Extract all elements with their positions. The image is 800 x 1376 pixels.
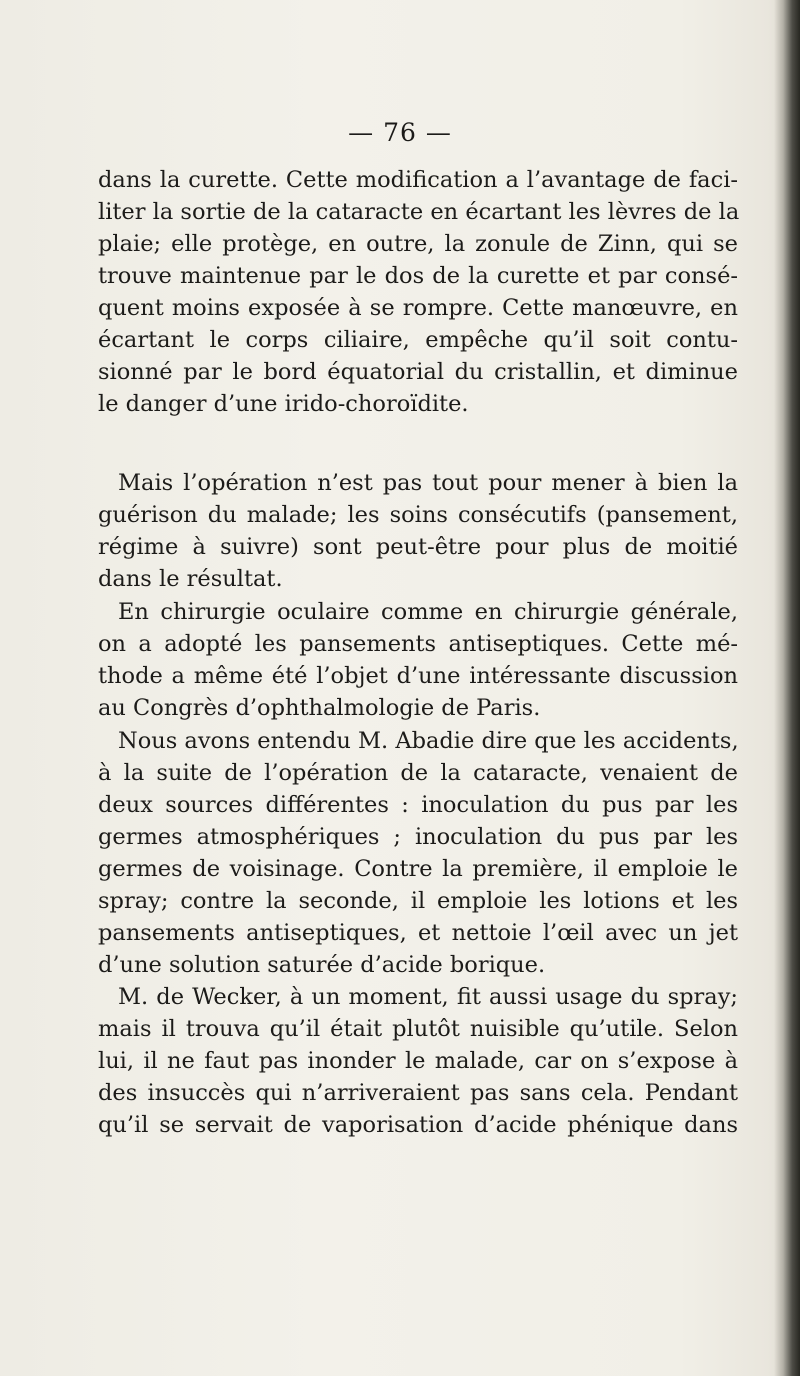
- text-line: plaie; elle protège, en outre, la zonule de Zinn, qui se: [98, 231, 738, 257]
- paragraph-start: M. de Wecker, à un moment, fit aussi usage du spray;: [118, 984, 738, 1010]
- text-line: d’une solution saturée d’acide borique.: [98, 952, 546, 978]
- text-line: liter la sortie de la cataracte en écartant les lèvres de la: [98, 199, 740, 225]
- text-line: lui, il ne faut pas inonder le malade, car on s’expose à: [98, 1048, 738, 1074]
- text-line: guérison du malade; les soins consécutifs (pansement,: [98, 502, 738, 528]
- text-line: germes atmosphériques ; inoculation du pus par les: [98, 824, 738, 850]
- text-line: au Congrès d’ophthalmologie de Paris.: [98, 695, 541, 721]
- text-line: spray; contre la seconde, il emploie les lotions et les: [98, 888, 738, 914]
- text-line: des insuccès qui n’arriveraient pas sans cela. Pendant: [98, 1080, 738, 1106]
- page-edge-shadow: [774, 0, 800, 1376]
- paragraph-start: En chirurgie oculaire comme en chirurgie générale,: [118, 599, 738, 625]
- text-line: sionné par le bord équatorial du cristallin, et diminue: [98, 359, 738, 385]
- text-line: le danger d’une irido-choroïdite.: [98, 391, 469, 417]
- text-line: pansements antiseptiques, et nettoie l’œil avec un jet: [98, 920, 738, 946]
- text-line: qu’il se servait de vaporisation d’acide phénique dans: [98, 1112, 738, 1138]
- text-line: mais il trouva qu’il était plutôt nuisible qu’utile. Selon: [98, 1016, 738, 1042]
- text-line: deux sources différentes : inoculation du pus par les: [98, 792, 738, 818]
- text-line: quent moins exposée à se rompre. Cette manœuvre, en: [98, 295, 738, 321]
- paragraph-start: Nous avons entendu M. Abadie dire que les accidents,: [118, 728, 739, 754]
- text-line: dans le résultat.: [98, 566, 283, 592]
- text-line: écartant le corps ciliaire, empêche qu’il soit contu-: [98, 327, 738, 353]
- text-line: thode a même été l’objet d’une intéressante discussion: [98, 663, 738, 689]
- text-line: régime à suivre) sont peut-être pour plus de moitié: [98, 534, 738, 560]
- text-line: dans la curette. Cette modification a l’avantage de faci-: [98, 167, 738, 193]
- text-line: on a adopté les pansements antiseptiques. Cette mé-: [98, 631, 738, 657]
- text-line: germes de voisinage. Contre la première, il emploie le: [98, 856, 738, 882]
- text-line: à la suite de l’opération de la cataracte, venaient de: [98, 760, 738, 786]
- page-number: — 76 —: [348, 118, 452, 147]
- text-line: trouve maintenue par le dos de la curette et par consé-: [98, 263, 738, 289]
- paragraph-start: Mais l’opération n’est pas tout pour mener à bien la: [118, 470, 738, 496]
